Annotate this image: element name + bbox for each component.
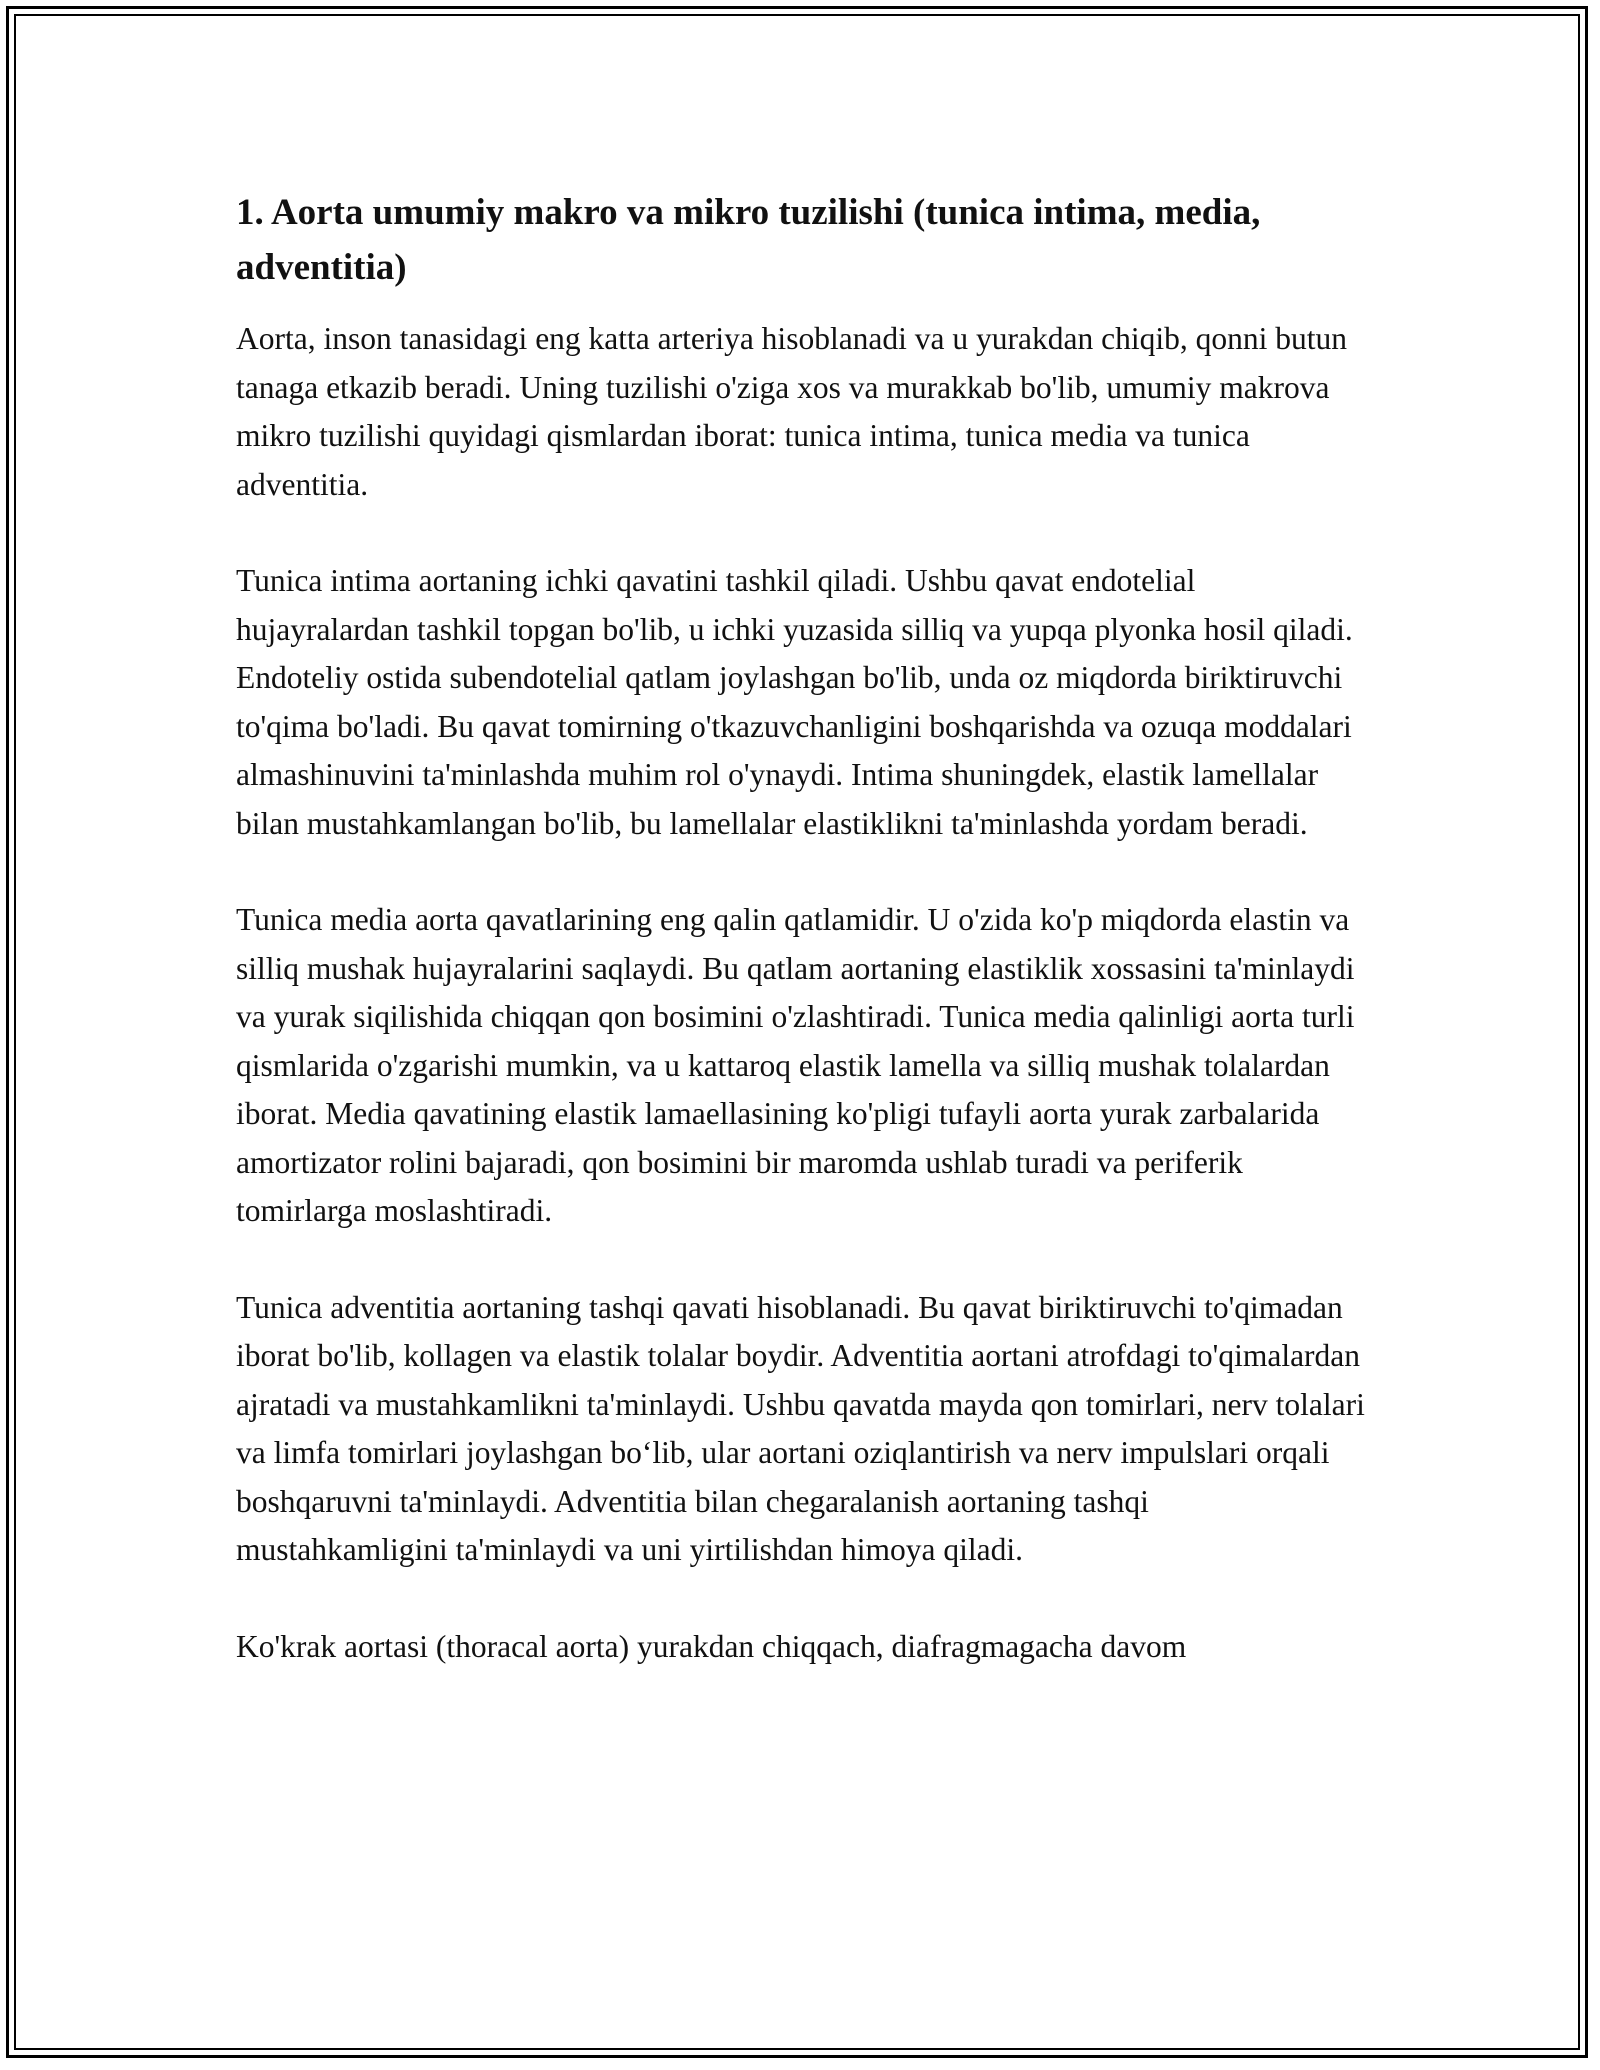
paragraph-tunica-intima: Tunica intima aortaning ichki qavatini tashkil qiladi. Ushbu qavat endotelial hujayralardan tashkil topgan bo'lib, u ichki yuzasida silliq va yupqa plyonka hosil qiladi. Endoteliy ostida subendotelial qatlam joylashgan bo'lib, unda oz miqdorda biriktiruvchi to'qima bo'ladi. Bu qavat tomirning o'tkazuvchanligini boshqarishda va ozuqa moddalari almashinuvini ta'minlashda muhim rol o'ynaydi. Intima shuningdek, elastik lamellalar bilan mustahkamlangan bo'lib, bu lamellalar elastiklikni ta'minlashda yordam beradi. bbox=[236, 563, 1353, 841]
paragraph-tunica-adventitia: Tunica adventitia aortaning tashqi qavati hisoblanadi. Bu qavat biriktiruvchi to'qimadan iborat bo'lib, kollagen va elastik tolalar boydir. Adventitia aortani atrofdagi to'qimalardan ajratadi va mustahkamlikni ta'minlaydi. Ushbu qavatda mayda qon tomirlari, nerv tolalari va limfa tomirlari joylashgan bo‘lib, ular aortani oziqlantirish va nerv impulslari orqali boshqaruvni ta'minlaydi. Adventitia bilan chegaralanish aortaning tashqi mustahkamligini ta'minlaydi va uni yirtilishdan himoya qiladi. bbox=[236, 1289, 1365, 1567]
paragraph-tunica-media: Tunica media aorta qavatlarining eng qalin qatlamidir. U o'zida ko'p miqdorda elastin va silliq mushak hujayralarini saqlaydi. Bu qatlam aortaning elastiklik xossasini ta'minlaydi va yurak siqilishida chiqqan qon bosimini o'zlashtiradi. Tunica media qalinligi aorta turli qismlarida o'zgarishi mumkin, va u kattaroq elastik lamella va silliq mushak tolalardan iborat. Media qavatining elastik lamaellasining ko'pligi tufayli aorta yurak zarbalarida amortizator rolini bajaradi, qon bosimini bir maromda ushlab turadi va periferik tomirlarga moslashtiradi. bbox=[236, 902, 1355, 1228]
paragraph-intro: Aorta, inson tanasidagi eng katta arteriya hisoblanadi va u yurakdan chiqib, qonni butun tanaga etkazib beradi. Uning tuzilishi o'ziga xos va murakkab bo'lib, umumiy makrova mikro tuzilishi quyidagi qismlardan iborat: tunica intima, tunica media va tunica adventitia. bbox=[236, 321, 1347, 502]
paragraph-thoracic-aorta: Ko'krak aortasi (thoracal aorta) yurakdan chiqqach, diafragmagacha davom bbox=[236, 1628, 1187, 1664]
document-body bbox=[236, 185, 1366, 1719]
section-heading: 1. Aorta umumiy makro va mikro tuzilishi (tunica intima, media, adventitia) bbox=[236, 192, 1261, 288]
